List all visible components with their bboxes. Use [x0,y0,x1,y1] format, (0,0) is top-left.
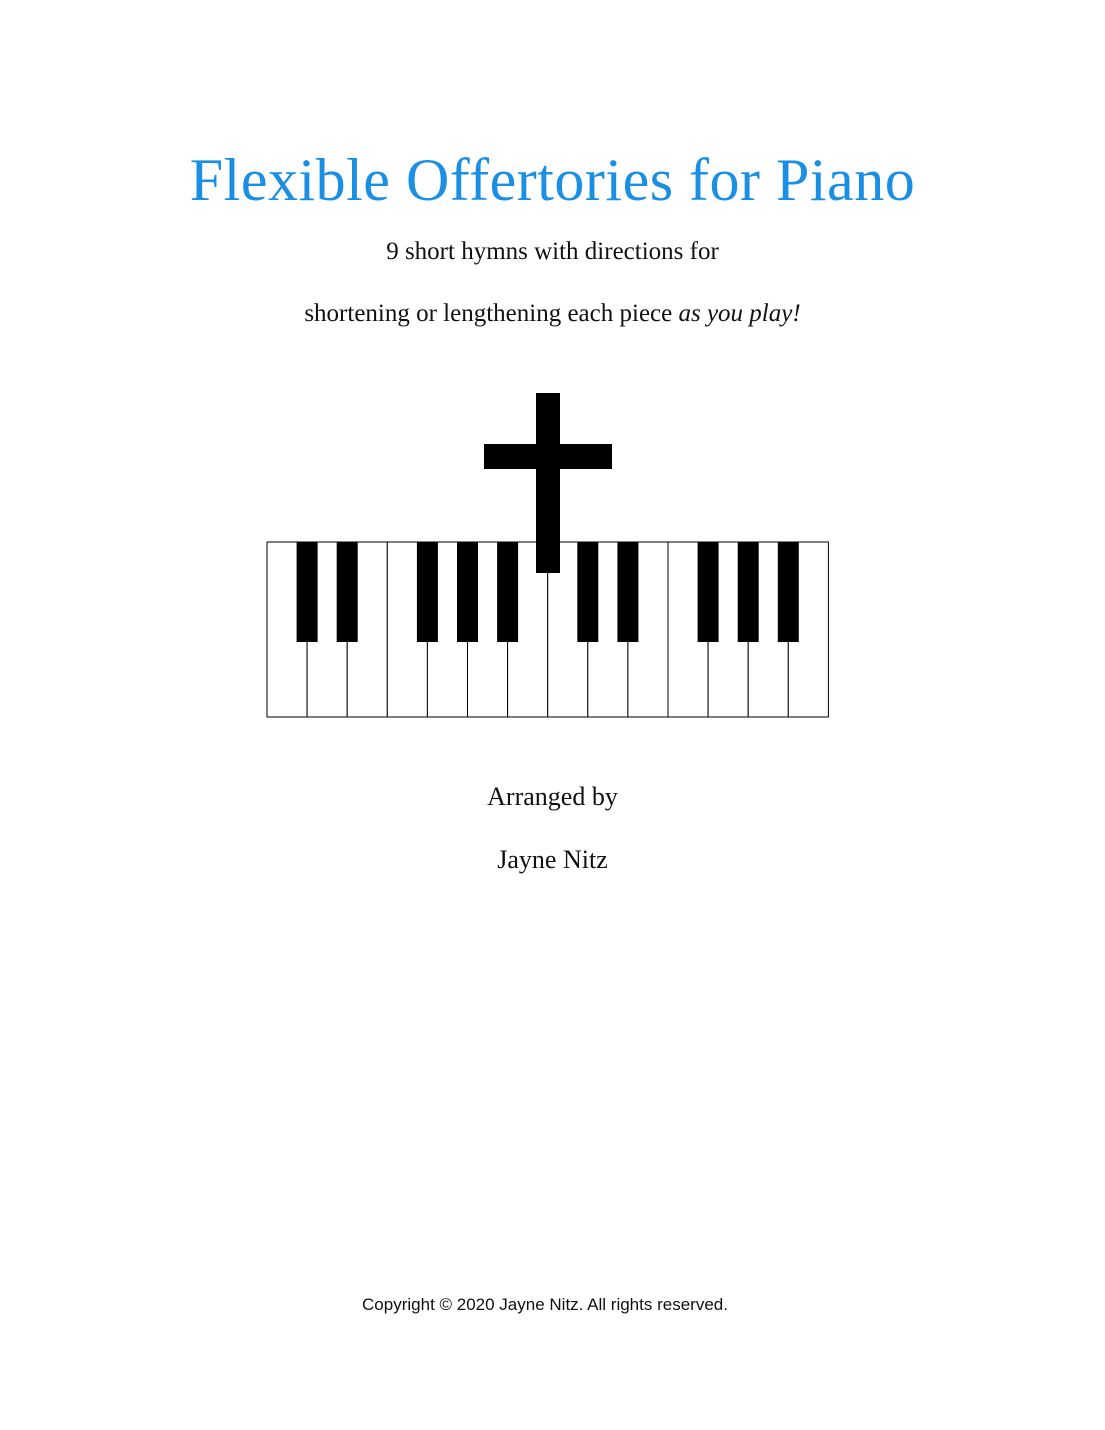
black-key [337,542,358,642]
subtitle-line-2-text: shortening or lengthening each piece [304,300,679,327]
subtitle-line-1: 9 short hymns with directions for [386,238,719,265]
cross-over-piano-keyboard-icon [0,385,1105,725]
black-key [577,542,598,642]
subtitle-line-2 [0,298,1105,330]
black-key [698,542,719,642]
subtitle-emphasis: as you play! [678,300,801,327]
cross-vertical-bar [536,393,560,573]
black-key [778,542,799,642]
black-key [617,542,638,642]
black-key [497,542,518,642]
cross-horizontal-bar [484,444,612,469]
black-key [297,542,318,642]
black-key [417,542,438,642]
page-title: Flexible Offertories for Piano [189,147,916,213]
black-key [738,542,759,642]
arranged-by-label: Arranged by [487,782,618,811]
copyright-notice: Copyright © 2020 Jayne Nitz. All rights reserved. [362,1295,728,1314]
arranger-name: Jayne Nitz [497,845,608,874]
black-key [457,542,478,642]
